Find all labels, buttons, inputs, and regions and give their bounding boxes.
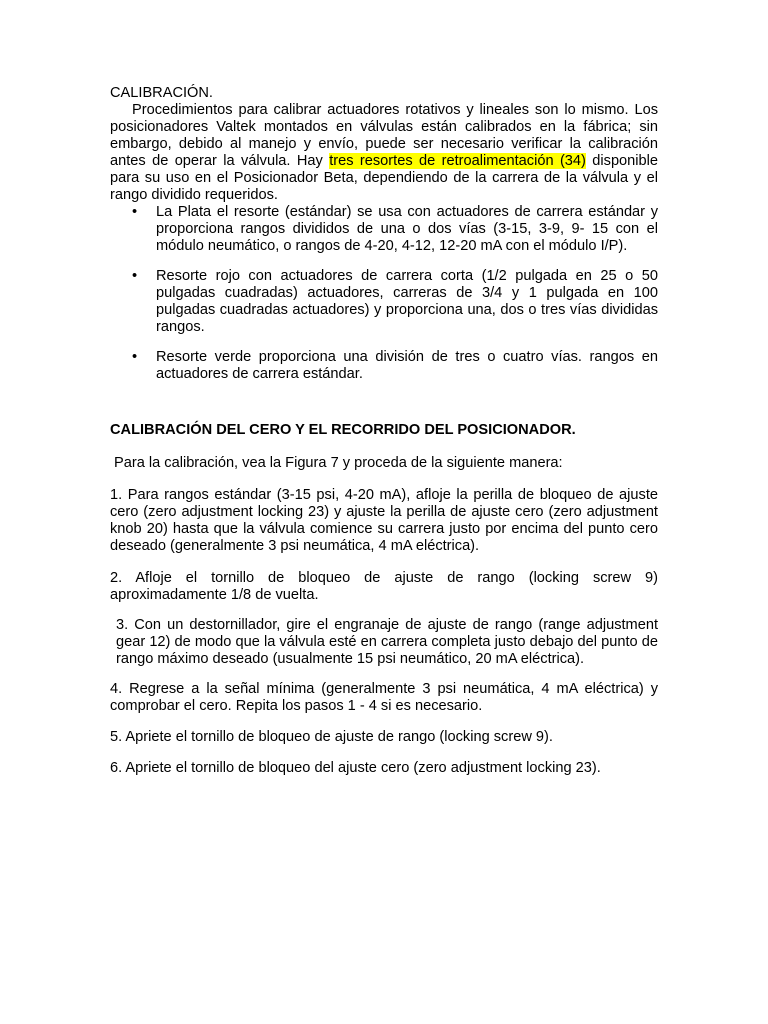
list-item-text: Resorte verde proporciona una división de tres o cuatro vías. rangos en actuadores de carrera estándar. bbox=[156, 349, 658, 382]
step-1: 1. Para rangos estándar (3-15 psi, 4-20 mA), afloje la perilla de bloqueo de ajuste cero (zero adjustment locking 23) y ajuste la perilla de ajuste cero (zero adjustment knob 20) hasta que la válvula comience su carrera justo por encima del punto cero deseado (generalmente 3 psi neumática, 4 mA eléctrica). bbox=[110, 487, 658, 554]
step-5: 5. Apriete el tornillo de bloqueo de ajuste de rango (locking screw 9). bbox=[110, 729, 553, 745]
document-page bbox=[110, 85, 658, 777]
intro-text-before: Procedimientos para calibrar actuadores rotativos y lineales son lo mismo. Los posicionadores Valtek montados en válvulas están calibrados en la fábrica; sin embargo, debido al manejo y envío, puede ser necesario verificar la calibración antes de operar la válvula. Hay bbox=[110, 102, 658, 169]
document-title: CALIBRACIÓN. bbox=[110, 85, 213, 101]
bullet-icon: • bbox=[132, 268, 138, 284]
bullet-icon: • bbox=[132, 349, 138, 365]
spring-list bbox=[110, 204, 658, 383]
step-6: 6. Apriete el tornillo de bloqueo del ajuste cero (zero adjustment locking 23). bbox=[110, 760, 601, 776]
section-heading: CALIBRACIÓN DEL CERO Y EL RECORRIDO DEL POSICIONADOR. bbox=[110, 422, 576, 438]
section-intro: Para la calibración, vea la Figura 7 y proceda de la siguiente manera: bbox=[114, 455, 563, 471]
list-item-text: La Plata el resorte (estándar) se usa con actuadores de carrera estándar y proporciona rangos divididos de una o dos vías (3-15, 3-9, 9- 15 con el módulo neumático, o rangos de 4-20, 4-12, 12-20 mA con el módulo I/P). bbox=[156, 204, 658, 254]
list-item bbox=[110, 204, 658, 255]
bullet-icon: • bbox=[132, 204, 138, 220]
step-4: 4. Regrese a la señal mínima (generalmente 3 psi neumática, 4 mA eléctrica) y comprobar el cero. Repita los pasos 1 - 4 si es necesario. bbox=[110, 681, 658, 714]
list-item bbox=[110, 349, 658, 383]
intro-paragraph bbox=[110, 102, 658, 204]
list-item bbox=[110, 268, 658, 336]
intro-text-after: disponible para su uso en el Posicionador Beta, dependiendo de la carrera de la válvula y el rango dividido requeridos. bbox=[110, 153, 659, 203]
step-2: 2. Afloje el tornillo de bloqueo de ajuste de rango (locking screw 9) aproximadamente 1/8 de vuelta. bbox=[110, 570, 658, 603]
list-item-text: Resorte rojo con actuadores de carrera corta (1/2 pulgada en 25 o 50 pulgadas cuadradas) actuadores, carreras de 3/4 y 1 pulgada en 100 pulgadas cuadradas actuadores) y proporciona una, dos o tres vías divididas rangos. bbox=[156, 268, 658, 335]
step-3: 3. Con un destornillador, gire el engranaje de ajuste de rango (range adjustment gear 12) de modo que la válvula esté en carrera completa justo debajo del punto de rango máximo deseado (usualmente 15 psi neumático, 20 mA eléctrica). bbox=[116, 617, 658, 667]
highlighted-text: tres resortes de retroalimentación (34) bbox=[329, 153, 586, 169]
